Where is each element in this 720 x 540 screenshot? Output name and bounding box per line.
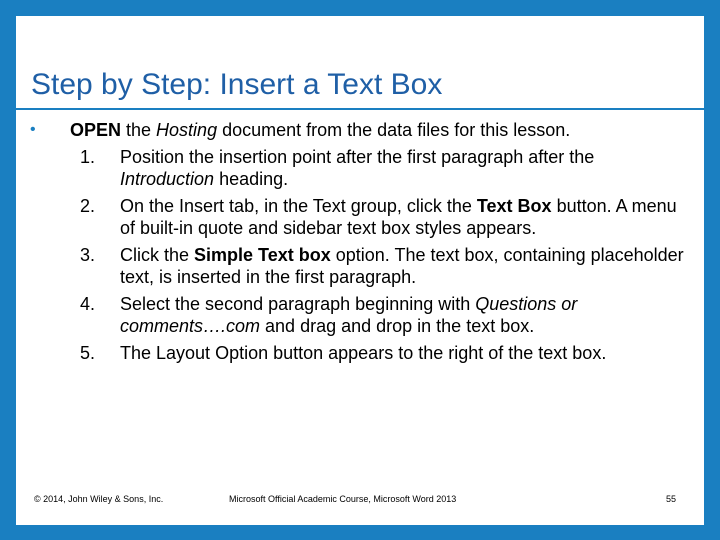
footer-copyright: © 2014, John Wiley & Sons, Inc. [34, 494, 164, 504]
bullet-italic-text: Hosting [156, 120, 218, 140]
step-text: Position the insertion point after the first paragraph after the [120, 147, 595, 167]
step-text-end: option. The text box, containing placeholder text, is inserted in the first paragraph. [120, 245, 684, 287]
step-number: 2. [80, 196, 96, 216]
numbered-steps [28, 146, 688, 364]
step-number: 1. [80, 147, 96, 167]
step-text: The Layout Option button appears to the right of the text box. [120, 343, 607, 363]
step-text: On the Insert tab, in the Text group, click the [120, 196, 477, 216]
step-item-1 [28, 146, 688, 190]
step-text-end: heading. [214, 169, 289, 189]
step-italic-text: Questions or comments….com [120, 294, 578, 336]
step-item-2 [28, 195, 688, 239]
step-text: Select the second paragraph beginning with [120, 294, 476, 314]
title-divider [16, 108, 704, 110]
bullet-text-1: the [121, 120, 157, 140]
slide [16, 16, 704, 525]
step-text-end: button. A menu of built-in quote and sidebar text box styles appears. [120, 196, 677, 238]
bullet-marker: • [30, 121, 36, 138]
bullet-bold-text: OPEN [70, 120, 122, 140]
step-bold-text: Text Box [476, 196, 552, 216]
step-item-5 [28, 342, 688, 364]
step-italic-text: Introduction [120, 169, 215, 189]
step-number: 5. [80, 343, 96, 363]
bullet-text-2: document from the data files for this lesson. [217, 120, 571, 140]
step-item-3 [28, 244, 688, 288]
step-number: 4. [80, 294, 96, 314]
footer-course-name: Microsoft Official Academic Course, Microsoft Word 2013 [229, 494, 457, 504]
step-number: 3. [80, 245, 96, 265]
step-item-4 [28, 293, 688, 337]
slide-title: Step by Step: Insert a Text Box [31, 68, 443, 101]
slide-content [28, 119, 688, 369]
step-text: Click the [120, 245, 195, 265]
page-number: 55 [665, 494, 676, 504]
bullet-item [28, 119, 688, 141]
step-bold-text: Simple Text box [194, 245, 331, 265]
step-text-end: and drag and drop in the text box. [260, 316, 535, 336]
